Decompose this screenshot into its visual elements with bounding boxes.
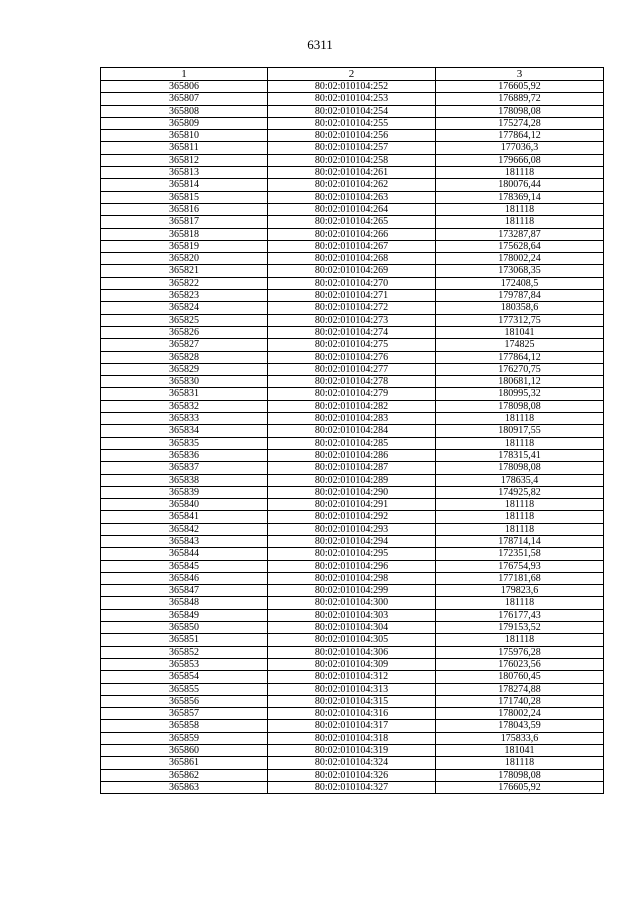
row-number-cell: 365827 [101, 339, 268, 351]
row-number-cell: 365828 [101, 351, 268, 363]
cadastral-number-cell: 80:02:010104:256 [268, 130, 436, 142]
cadastral-number-cell: 80:02:010104:277 [268, 363, 436, 375]
table-row [101, 622, 604, 634]
value-cell: 181118 [436, 634, 604, 646]
row-number-cell: 365814 [101, 179, 268, 191]
cadastral-number-cell: 80:02:010104:255 [268, 117, 436, 129]
value-cell: 175833,6 [436, 732, 604, 744]
row-number-cell: 365859 [101, 732, 268, 744]
cadastral-number-cell: 80:02:010104:276 [268, 351, 436, 363]
value-cell: 175274,28 [436, 117, 604, 129]
value-cell: 174825 [436, 339, 604, 351]
value-cell: 180358,6 [436, 302, 604, 314]
value-cell: 180917,55 [436, 425, 604, 437]
table-row [101, 474, 604, 486]
value-cell: 180995,32 [436, 388, 604, 400]
table-row [101, 277, 604, 289]
row-number-cell: 365857 [101, 708, 268, 720]
table-row [101, 671, 604, 683]
row-number-cell: 365850 [101, 622, 268, 634]
value-cell: 180076,44 [436, 179, 604, 191]
row-number-cell: 365818 [101, 228, 268, 240]
value-cell: 176023,56 [436, 658, 604, 670]
row-number-cell: 365845 [101, 560, 268, 572]
table-row [101, 781, 604, 793]
table-row [101, 732, 604, 744]
row-number-cell: 365826 [101, 326, 268, 338]
cadastral-number-cell: 80:02:010104:264 [268, 203, 436, 215]
cadastral-number-cell: 80:02:010104:306 [268, 646, 436, 658]
cadastral-number-cell: 80:02:010104:326 [268, 769, 436, 781]
value-cell: 181041 [436, 326, 604, 338]
table-row [101, 376, 604, 388]
table-row [101, 634, 604, 646]
row-number-cell: 365855 [101, 683, 268, 695]
value-cell: 181118 [436, 597, 604, 609]
cadastral-number-cell: 80:02:010104:304 [268, 622, 436, 634]
row-number-cell: 365822 [101, 277, 268, 289]
cadastral-number-cell: 80:02:010104:305 [268, 634, 436, 646]
row-number-cell: 365849 [101, 609, 268, 621]
table-row [101, 363, 604, 375]
column-header-3: 3 [436, 68, 604, 81]
value-cell: 176754,93 [436, 560, 604, 572]
value-cell: 176270,75 [436, 363, 604, 375]
value-cell: 179823,6 [436, 585, 604, 597]
table-row [101, 191, 604, 203]
table-row [101, 462, 604, 474]
cadastral-number-cell: 80:02:010104:300 [268, 597, 436, 609]
value-cell: 178369,14 [436, 191, 604, 203]
row-number-cell: 365830 [101, 376, 268, 388]
cadastral-number-cell: 80:02:010104:291 [268, 499, 436, 511]
table-row [101, 265, 604, 277]
table-row [101, 486, 604, 498]
row-number-cell: 365847 [101, 585, 268, 597]
value-cell: 176605,92 [436, 781, 604, 793]
cadastral-number-cell: 80:02:010104:292 [268, 511, 436, 523]
cadastral-number-cell: 80:02:010104:298 [268, 572, 436, 584]
table-row [101, 413, 604, 425]
cadastral-number-cell: 80:02:010104:290 [268, 486, 436, 498]
value-cell: 179787,84 [436, 290, 604, 302]
cadastral-number-cell: 80:02:010104:303 [268, 609, 436, 621]
cadastral-number-cell: 80:02:010104:309 [268, 658, 436, 670]
value-cell: 181118 [436, 413, 604, 425]
row-number-cell: 365837 [101, 462, 268, 474]
row-number-cell: 365839 [101, 486, 268, 498]
cadastral-number-cell: 80:02:010104:261 [268, 167, 436, 179]
cadastral-number-cell: 80:02:010104:262 [268, 179, 436, 191]
value-cell: 181118 [436, 216, 604, 228]
table-row [101, 314, 604, 326]
row-number-cell: 365862 [101, 769, 268, 781]
table-row [101, 117, 604, 129]
row-number-cell: 365806 [101, 81, 268, 93]
row-number-cell: 365820 [101, 253, 268, 265]
cadastral-number-cell: 80:02:010104:258 [268, 154, 436, 166]
column-header-1: 1 [101, 68, 268, 81]
row-number-cell: 365856 [101, 695, 268, 707]
value-cell: 181118 [436, 437, 604, 449]
value-cell: 177864,12 [436, 351, 604, 363]
row-number-cell: 365840 [101, 499, 268, 511]
table-row [101, 523, 604, 535]
column-header-2: 2 [268, 68, 436, 81]
table-row [101, 449, 604, 461]
table-row [101, 425, 604, 437]
value-cell: 179153,52 [436, 622, 604, 634]
table-row [101, 400, 604, 412]
value-cell: 178043,59 [436, 720, 604, 732]
value-cell: 178002,24 [436, 708, 604, 720]
cadastral-number-cell: 80:02:010104:318 [268, 732, 436, 744]
cadastral-number-cell: 80:02:010104:284 [268, 425, 436, 437]
table-row [101, 437, 604, 449]
table-row [101, 646, 604, 658]
value-cell: 181118 [436, 757, 604, 769]
row-number-cell: 365841 [101, 511, 268, 523]
cadastral-number-cell: 80:02:010104:312 [268, 671, 436, 683]
row-number-cell: 365813 [101, 167, 268, 179]
table-row [101, 240, 604, 252]
row-number-cell: 365817 [101, 216, 268, 228]
value-cell: 172351,58 [436, 548, 604, 560]
value-cell: 176605,92 [436, 81, 604, 93]
row-number-cell: 365816 [101, 203, 268, 215]
table-row [101, 81, 604, 93]
cadastral-number-cell: 80:02:010104:313 [268, 683, 436, 695]
row-number-cell: 365844 [101, 548, 268, 560]
value-cell: 177181,68 [436, 572, 604, 584]
table-row [101, 167, 604, 179]
row-number-cell: 365809 [101, 117, 268, 129]
cadastral-number-cell: 80:02:010104:295 [268, 548, 436, 560]
table-row [101, 142, 604, 154]
cadastral-number-cell: 80:02:010104:252 [268, 81, 436, 93]
value-cell: 177036,3 [436, 142, 604, 154]
cadastral-number-cell: 80:02:010104:299 [268, 585, 436, 597]
cadastral-number-cell: 80:02:010104:327 [268, 781, 436, 793]
cadastral-number-cell: 80:02:010104:315 [268, 695, 436, 707]
row-number-cell: 365836 [101, 449, 268, 461]
row-number-cell: 365843 [101, 535, 268, 547]
table-row [101, 326, 604, 338]
row-number-cell: 365815 [101, 191, 268, 203]
cadastral-number-cell: 80:02:010104:293 [268, 523, 436, 535]
table-row [101, 351, 604, 363]
value-cell: 178098,08 [436, 769, 604, 781]
row-number-cell: 365833 [101, 413, 268, 425]
cadastral-number-cell: 80:02:010104:267 [268, 240, 436, 252]
value-cell: 181118 [436, 511, 604, 523]
table-row [101, 695, 604, 707]
cadastral-number-cell: 80:02:010104:296 [268, 560, 436, 572]
cadastral-number-cell: 80:02:010104:254 [268, 105, 436, 117]
row-number-cell: 365821 [101, 265, 268, 277]
table-row [101, 105, 604, 117]
value-cell: 181118 [436, 499, 604, 511]
table-row [101, 203, 604, 215]
cadastral-number-cell: 80:02:010104:265 [268, 216, 436, 228]
value-cell: 180760,45 [436, 671, 604, 683]
value-cell: 177312,75 [436, 314, 604, 326]
cadastral-number-cell: 80:02:010104:278 [268, 376, 436, 388]
row-number-cell: 365835 [101, 437, 268, 449]
cadastral-number-cell: 80:02:010104:279 [268, 388, 436, 400]
cadastral-number-cell: 80:02:010104:271 [268, 290, 436, 302]
cadastral-number-cell: 80:02:010104:285 [268, 437, 436, 449]
row-number-cell: 365808 [101, 105, 268, 117]
value-cell: 174925,82 [436, 486, 604, 498]
table-row [101, 585, 604, 597]
table-row [101, 609, 604, 621]
cadastral-number-cell: 80:02:010104:253 [268, 93, 436, 105]
row-number-cell: 365825 [101, 314, 268, 326]
table-row [101, 769, 604, 781]
row-number-cell: 365834 [101, 425, 268, 437]
cadastral-number-cell: 80:02:010104:273 [268, 314, 436, 326]
table-row [101, 511, 604, 523]
value-cell: 181118 [436, 203, 604, 215]
value-cell: 173068,35 [436, 265, 604, 277]
table-row [101, 179, 604, 191]
table-row [101, 93, 604, 105]
cadastral-number-cell: 80:02:010104:282 [268, 400, 436, 412]
row-number-cell: 365810 [101, 130, 268, 142]
table-row [101, 572, 604, 584]
value-cell: 181041 [436, 745, 604, 757]
table-row [101, 154, 604, 166]
value-cell: 178002,24 [436, 253, 604, 265]
table-row [101, 216, 604, 228]
cadastral-number-cell: 80:02:010104:275 [268, 339, 436, 351]
cadastral-number-cell: 80:02:010104:319 [268, 745, 436, 757]
table-row [101, 339, 604, 351]
value-cell: 175628,64 [436, 240, 604, 252]
row-number-cell: 365846 [101, 572, 268, 584]
row-number-cell: 365829 [101, 363, 268, 375]
value-cell: 178098,08 [436, 400, 604, 412]
value-cell: 181118 [436, 167, 604, 179]
value-cell: 171740,28 [436, 695, 604, 707]
value-cell: 178635,4 [436, 474, 604, 486]
cadastral-number-cell: 80:02:010104:317 [268, 720, 436, 732]
value-cell: 178714,14 [436, 535, 604, 547]
cadastral-number-cell: 80:02:010104:286 [268, 449, 436, 461]
row-number-cell: 365853 [101, 658, 268, 670]
table-header-row [101, 68, 604, 81]
value-cell: 176889,72 [436, 93, 604, 105]
table-row [101, 597, 604, 609]
page-number: 6311 [307, 37, 333, 52]
table-row [101, 683, 604, 695]
row-number-cell: 365812 [101, 154, 268, 166]
value-cell: 173287,87 [436, 228, 604, 240]
cadastral-number-cell: 80:02:010104:263 [268, 191, 436, 203]
value-cell: 175976,28 [436, 646, 604, 658]
table-row [101, 548, 604, 560]
table-row [101, 290, 604, 302]
table-row [101, 757, 604, 769]
cadastral-number-cell: 80:02:010104:294 [268, 535, 436, 547]
value-cell: 179666,08 [436, 154, 604, 166]
table-row [101, 658, 604, 670]
cadastral-number-cell: 80:02:010104:324 [268, 757, 436, 769]
table-row [101, 499, 604, 511]
cadastral-number-cell: 80:02:010104:272 [268, 302, 436, 314]
row-number-cell: 365838 [101, 474, 268, 486]
table-body [101, 81, 604, 794]
cadastral-number-cell: 80:02:010104:274 [268, 326, 436, 338]
table-row [101, 388, 604, 400]
row-number-cell: 365842 [101, 523, 268, 535]
table-row [101, 560, 604, 572]
row-number-cell: 365819 [101, 240, 268, 252]
row-number-cell: 365861 [101, 757, 268, 769]
row-number-cell: 365860 [101, 745, 268, 757]
cadastral-number-cell: 80:02:010104:316 [268, 708, 436, 720]
value-cell: 181118 [436, 523, 604, 535]
data-table [100, 67, 604, 794]
row-number-cell: 365863 [101, 781, 268, 793]
value-cell: 176177,43 [436, 609, 604, 621]
row-number-cell: 365807 [101, 93, 268, 105]
row-number-cell: 365851 [101, 634, 268, 646]
value-cell: 178315,41 [436, 449, 604, 461]
table-row [101, 130, 604, 142]
value-cell: 178098,08 [436, 462, 604, 474]
row-number-cell: 365854 [101, 671, 268, 683]
row-number-cell: 365832 [101, 400, 268, 412]
table-row [101, 302, 604, 314]
table-row [101, 228, 604, 240]
row-number-cell: 365858 [101, 720, 268, 732]
value-cell: 178274,88 [436, 683, 604, 695]
cadastral-number-cell: 80:02:010104:270 [268, 277, 436, 289]
row-number-cell: 365848 [101, 597, 268, 609]
cadastral-number-cell: 80:02:010104:283 [268, 413, 436, 425]
value-cell: 177864,12 [436, 130, 604, 142]
row-number-cell: 365852 [101, 646, 268, 658]
table-row [101, 720, 604, 732]
value-cell: 180681,12 [436, 376, 604, 388]
table-row [101, 253, 604, 265]
value-cell: 178098,08 [436, 105, 604, 117]
row-number-cell: 365831 [101, 388, 268, 400]
cadastral-number-cell: 80:02:010104:289 [268, 474, 436, 486]
cadastral-number-cell: 80:02:010104:257 [268, 142, 436, 154]
table-row [101, 708, 604, 720]
table-row [101, 535, 604, 547]
row-number-cell: 365823 [101, 290, 268, 302]
cadastral-number-cell: 80:02:010104:287 [268, 462, 436, 474]
cadastral-number-cell: 80:02:010104:269 [268, 265, 436, 277]
cadastral-number-cell: 80:02:010104:266 [268, 228, 436, 240]
row-number-cell: 365824 [101, 302, 268, 314]
row-number-cell: 365811 [101, 142, 268, 154]
value-cell: 172408,5 [436, 277, 604, 289]
cadastral-number-cell: 80:02:010104:268 [268, 253, 436, 265]
table-row [101, 745, 604, 757]
